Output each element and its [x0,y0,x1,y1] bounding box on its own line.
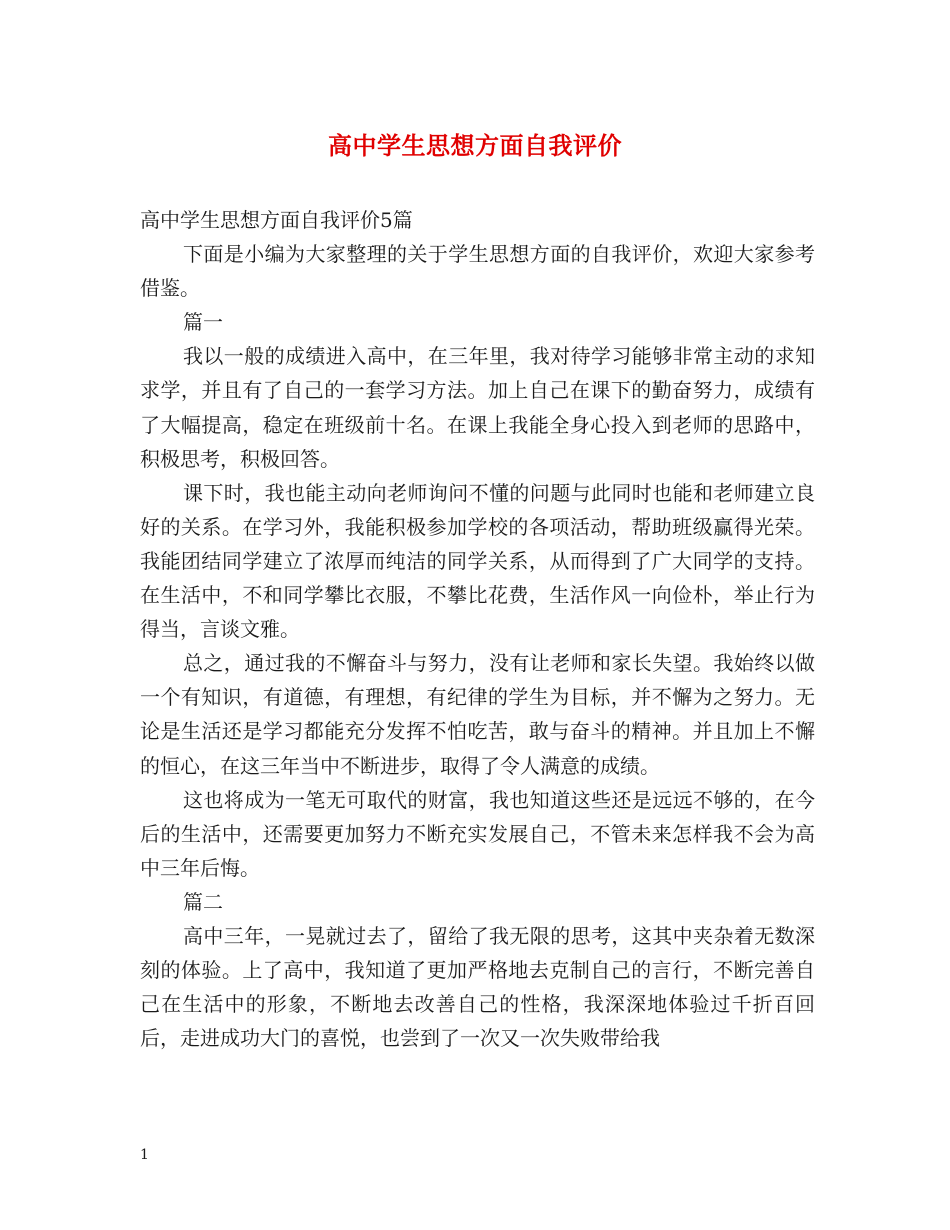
body-paragraph: 课下时，我也能主动向老师询问不懂的问题与此同时也能和老师建立良好的关系。在学习外，我能积极参加学校的各项活动，帮助班级赢得光荣。我能团结同学建立了浓厚而纯洁的同学关系，从而得到了广大同学的支持。在生活中，不和同学攀比衣服，不攀比花费，生活作风一向俭朴，举止行为得当，言谈文雅。 [140,480,815,642]
body-paragraph: 高中三年，一晃就过去了，留给了我无限的思考，这其中夹杂着无数深刻的体验。上了高中，我知道了更加严格地去克制自己的言行，不断完善自己在生活中的形象，不断地去改善自己的性格，我深深地体验过千折百回后，走进成功大门的喜悦，也尝到了一次又一次失败带给我 [140,923,815,1051]
document-title: 高中学生思想方面自我评价 [328,131,622,160]
intro-paragraph: 下面是小编为大家整理的关于学生思想方面的自我评价，欢迎大家参考借鉴。 [140,242,815,301]
body-paragraph: 这也将成为一笔无可取代的财富，我也知道这些还是远远不够的，在今后的生活中，还需要更加努力不断充实发展自己，不管未来怎样我不会为高中三年后悔。 [140,787,815,880]
section-heading-1: 篇一 [183,310,223,335]
section-heading-2: 篇二 [183,889,223,914]
body-paragraph: 总之，通过我的不懈奋斗与努力，没有让老师和家长失望。我始终以做一个有知识，有道德，有理想，有纪律的学生为目标，并不懈为之努力。无论是生活还是学习都能充分发挥不怕吃苦，敢与奋斗的精神。并且加上不懈的恒心，在这三年当中不断进步，取得了令人满意的成绩。 [140,651,815,778]
document-body [140,203,815,1055]
page-number: 1 [140,1147,149,1163]
subtitle-paragraph: 高中学生思想方面自我评价5篇 [140,208,413,232]
body-paragraph: 我以一般的成绩进入高中，在三年里，我对待学习能够非常主动的求知求学，并且有了自己的一套学习方法。加上自己在课下的勤奋努力，成绩有了大幅提高，稳定在班级前十名。在课上我能全身心投入到老师的思路中，积极思考，积极回答。 [140,344,815,471]
